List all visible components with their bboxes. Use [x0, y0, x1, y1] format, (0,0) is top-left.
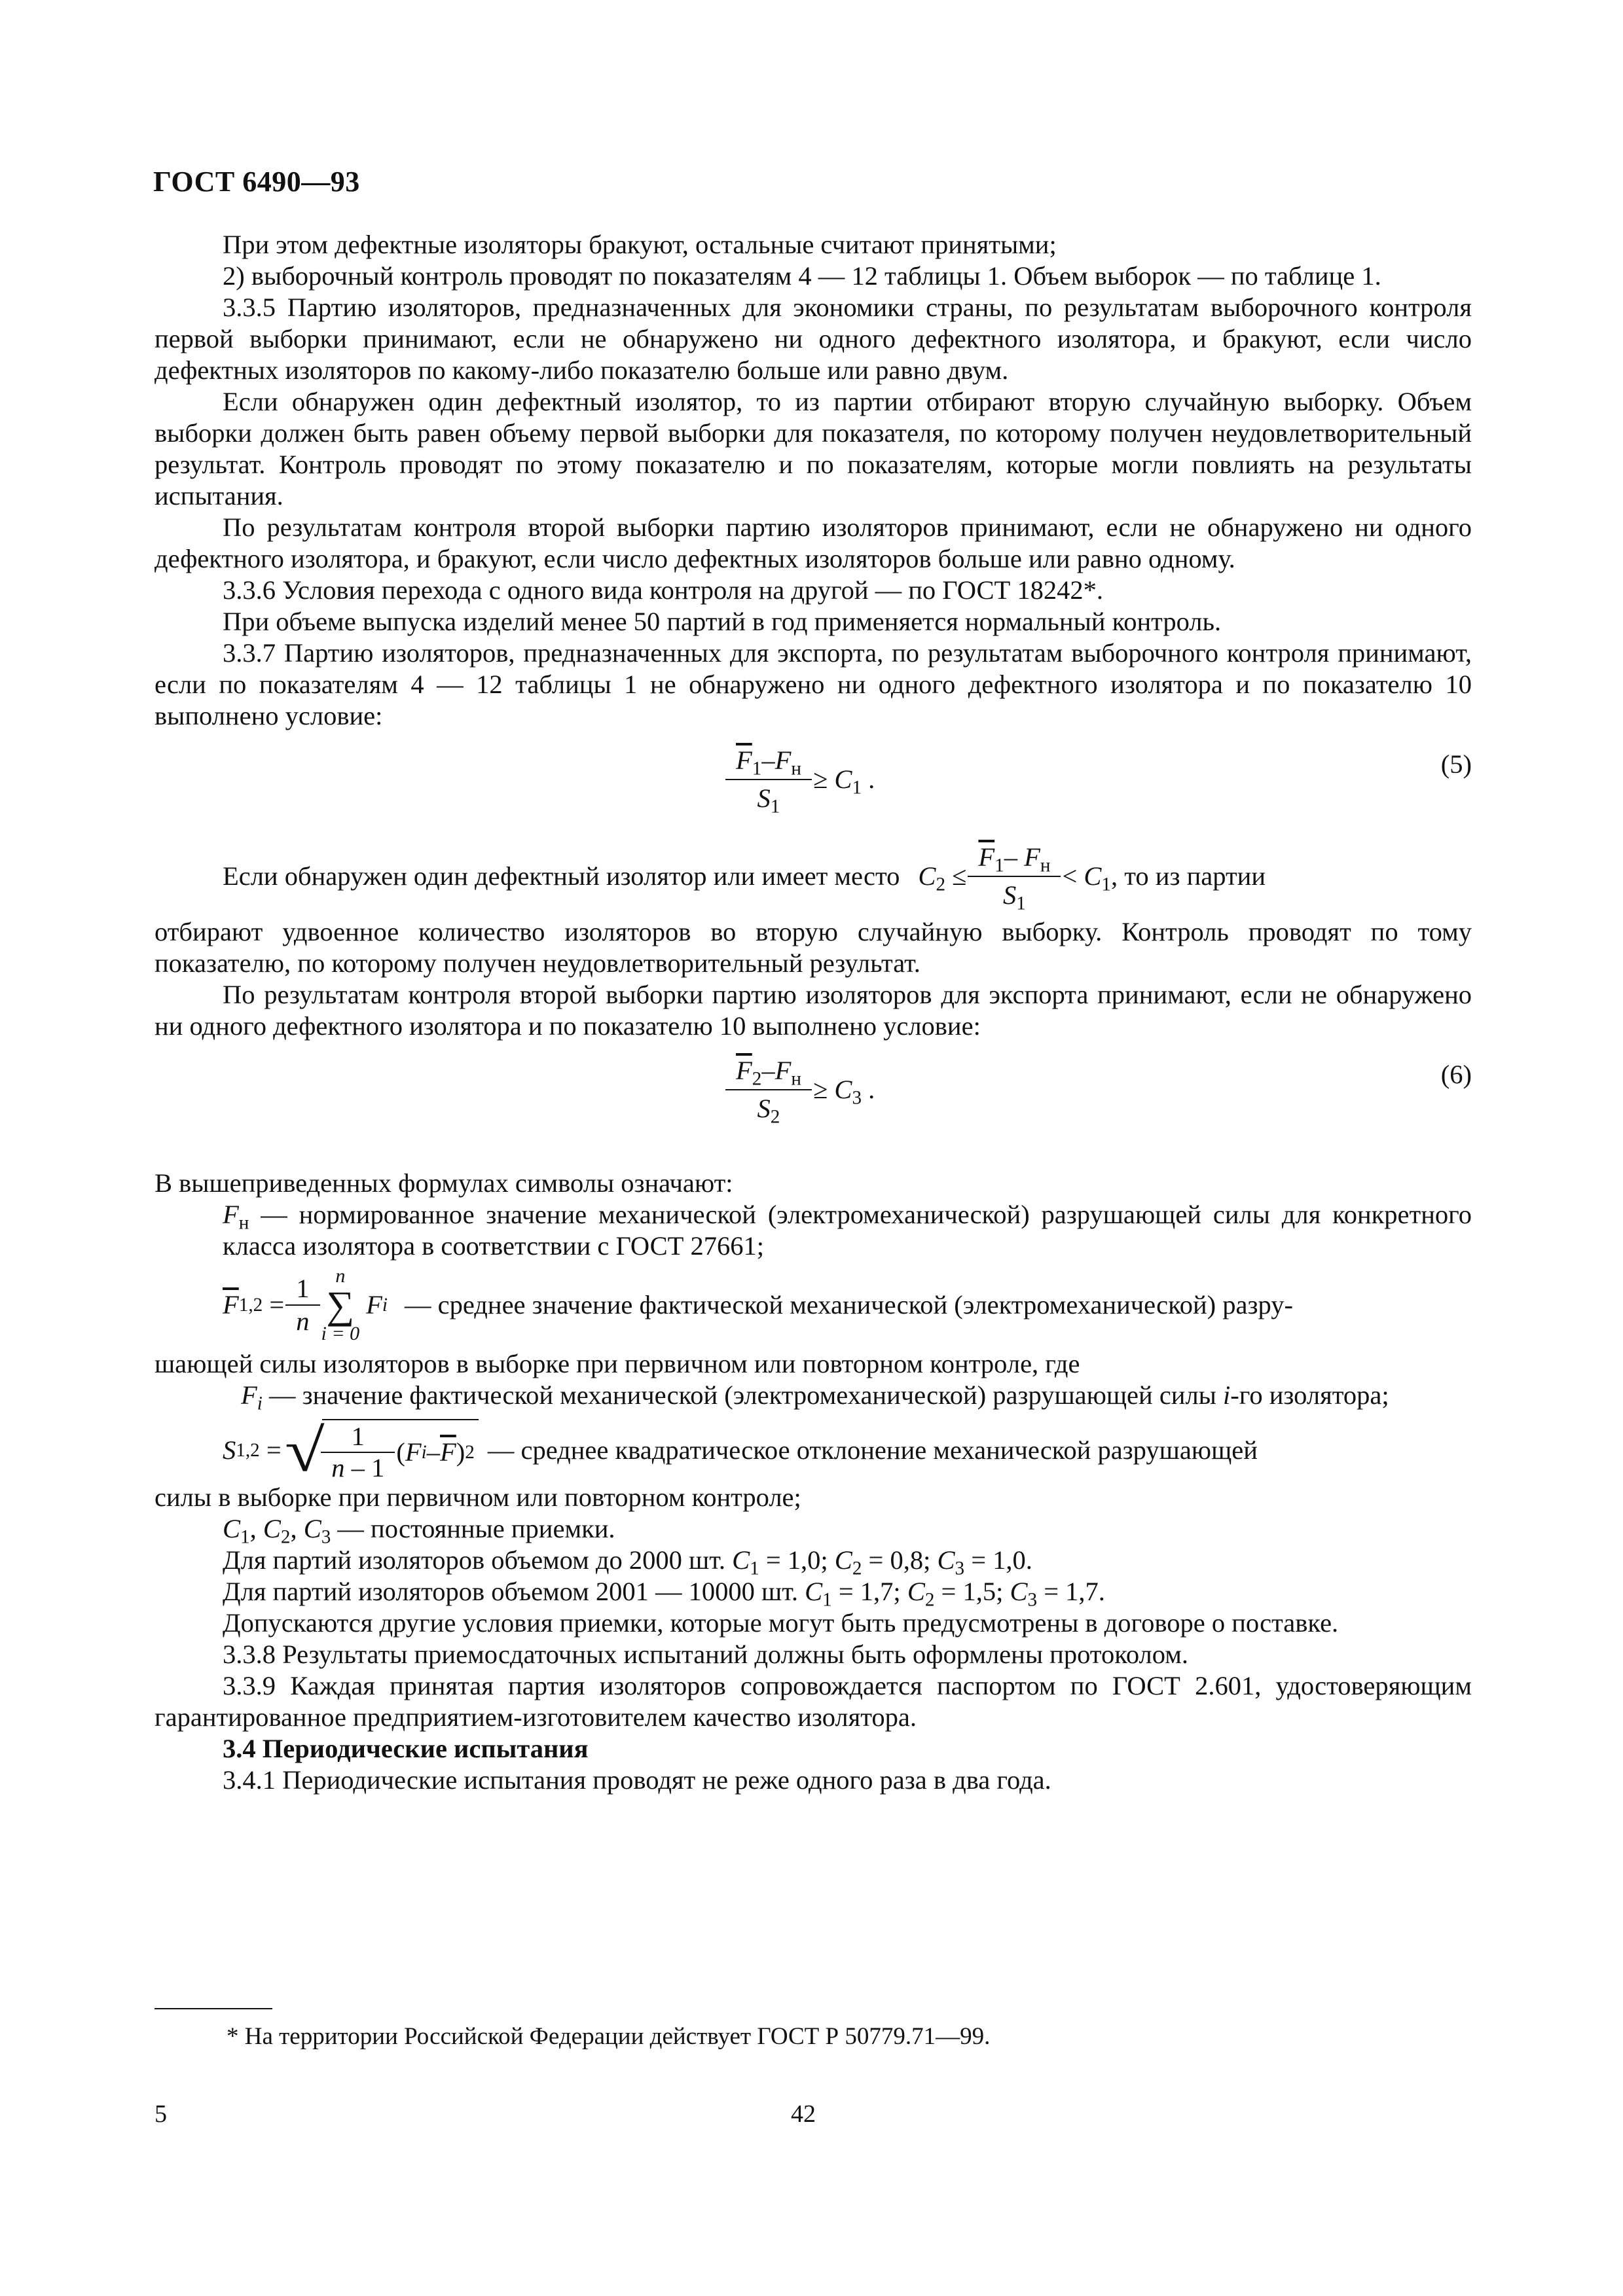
symbol-definition-fn: $F_н$ — нормированное значение механической (электромеханической) разрушающей силы для конкретного класса изолятора в соответствии с ГОСТ 27661;: [223, 1200, 1472, 1261]
paragraph: шающей силы изоляторов в выборке при первичном или повторном контроле, где: [155, 1349, 1080, 1378]
paragraph: Для партий изоляторов объемом 2001 — 10000 шт. $C_1 = 1,7$; $C_2 = 1,5$; $C_3 = 1,7$.: [223, 1577, 1105, 1611]
paragraph: 3.4.1 Периодические испытания проводят не реже одного раза в два года.: [223, 1765, 1051, 1795]
section-heading: 3.4 Периодические испытания: [223, 1734, 589, 1763]
symbol-definition-mean: $\overline{F}$ 1,2 = $\frac{1}{n}$ n ∑ i = 0 F i — среднее значение фактической механической (электромеханической) разру-: [223, 1265, 1293, 1344]
paragraph: Если обнаружен один дефектный изолятор, то из партии отбирают вторую случайную выборку. Объем выборки должен быть равен объему первой выборки для показателя, по которому получен неудовлетворительный результат. Контроль проводят по этому показателю и по показателям, которые могли повлиять на результаты испытания.: [155, 387, 1472, 511]
fraction: $\frac{\overline{F}_1- F_н}{S_1}$: [973, 840, 1055, 912]
equation-6: [155, 1047, 1472, 1145]
equation-number: (6): [1440, 1060, 1472, 1089]
sum-sign: n ∑ i = 0: [321, 1265, 360, 1344]
equation-5: [155, 737, 1472, 835]
fraction: $\frac{1}{n}$: [291, 1274, 314, 1336]
paragraph: По результатам контроля второй выборки партию изоляторов принимают, если не обнаружено ни одного дефектного изолятора, и бракуют, если число дефектных изоляторов больше или равно одному.: [155, 512, 1472, 573]
paragraph: При этом дефектные изоляторы бракуют, остальные считают принятыми;: [223, 230, 1057, 259]
paragraph: Для партий изоляторов объемом до 2000 шт. $C_1 = 1,0$; $C_2 = 0,8$; $C_3 = 1,0$.: [223, 1545, 1032, 1579]
footnote-divider: [155, 2008, 272, 2009]
paragraph: При объеме выпуска изделий менее 50 партий в год применяется нормальный контроль.: [223, 607, 1222, 636]
paragraph: отбирают удвоенное количество изоляторов во вторую случайную выборку. Контроль проводят по тому показателю, по которому получен неудовлетворительный результат.: [155, 917, 1472, 978]
footer-left-number: 5: [155, 2100, 167, 2128]
fraction: $\frac{1}{n - 1}$: [326, 1423, 390, 1482]
paragraph: 3.3.9 Каждая принятая партия изоляторов сопровождается паспортом по ГОСТ 2.601, удостоверяющим гарантированное предприятием-изготовителем качество изолятора.: [155, 1671, 1472, 1732]
sqrt-sign: √: [284, 1417, 325, 1484]
paragraph: Допускаются другие условия приемки, которые могут быть предусмотрены в договоре о поставке.: [223, 1608, 1339, 1638]
fraction: $\frac{\overline{F}_2-F_н}{S_2}$: [731, 1054, 807, 1126]
paragraph: силы в выборке при первичном или повторном контроле;: [155, 1482, 801, 1512]
paragraph: 2) выборочный контроль проводят по показателям 4 — 12 таблицы 1. Объем выборок — по таблице 1.: [223, 261, 1381, 291]
page-number: 42: [791, 2100, 816, 2128]
document-body: [155, 229, 1472, 1796]
paragraph: 3.3.7 Партию изоляторов, предназначенных для экспорта, по результатам выборочного контроля принимают, если по показателям 4 — 12 таблицы 1 не обнаружено ни одного дефектного изолятора и по показателю 10 выполнено условие:: [155, 638, 1472, 730]
paragraph: 3.3.8 Результаты приемосдаточных испытаний должны быть оформлены протоколом.: [223, 1640, 1188, 1669]
paragraph: По результатам контроля второй выборки партию изоляторов для экспорта принимают, если не обнаружено ни одного дефектного изолятора и по показателю 10 выполнено условие:: [155, 980, 1472, 1041]
equation-5-body: $\frac{\overline{F}_1-F_н}{S_1}$ ≥ $C_1$ .: [731, 744, 875, 816]
equation-6-body: $\frac{\overline{F}_2-F_н}{S_2}$ ≥ $C_3$ .: [731, 1054, 875, 1126]
footnote: * На территории Российской Федерации действует ГОСТ Р 50779.71—99.: [227, 2023, 991, 2050]
symbol-definition-fi: $F_i$ — значение фактической механической (электромеханической) разрушающей силы i-го изолятора;: [241, 1380, 1389, 1414]
paragraph: 3.3.5 Партию изоляторов, предназначенных для экономики страны, по результатам выборочного контроля первой выборки принимают, если не обнаружено ни одного дефектного изолятора, и бракуют, если число дефектных изоляторов по какому-либо показателю больше или равно двум.: [155, 293, 1472, 385]
symbol-definition-s: S 1,2 = √ $\frac{1}{n - 1}$ ( F i – $\overline{F}$ ) 2 — среднее квадратическое отклонение механической разрушающей: [223, 1417, 1258, 1484]
condition-text-end: , то из партии: [1111, 861, 1266, 891]
document-header: ГОСТ 6490—93: [153, 166, 360, 198]
equation-number: (5): [1440, 749, 1472, 779]
fraction: $\frac{\overline{F}_1-F_н}{S_1}$: [731, 744, 807, 816]
paragraph: В вышеприведенных формулах символы означают:: [155, 1168, 733, 1198]
symbol-definition-c: $C_1$, $C_2$, $C_3$ — постоянные приемки.: [223, 1514, 615, 1548]
condition-paragraph: Если обнаружен один дефектный изолятор или имеет место $C_2$ ≤ $\frac{\overline{F}_1- F_н}{S_1}$ < $C_1$ , то из партии: [155, 840, 1472, 912]
paragraph: 3.3.6 Условия перехода с одного вида контроля на другой — по ГОСТ 18242*.: [223, 575, 1103, 605]
condition-text: Если обнаружен один дефектный изолятор или имеет место: [223, 861, 900, 891]
